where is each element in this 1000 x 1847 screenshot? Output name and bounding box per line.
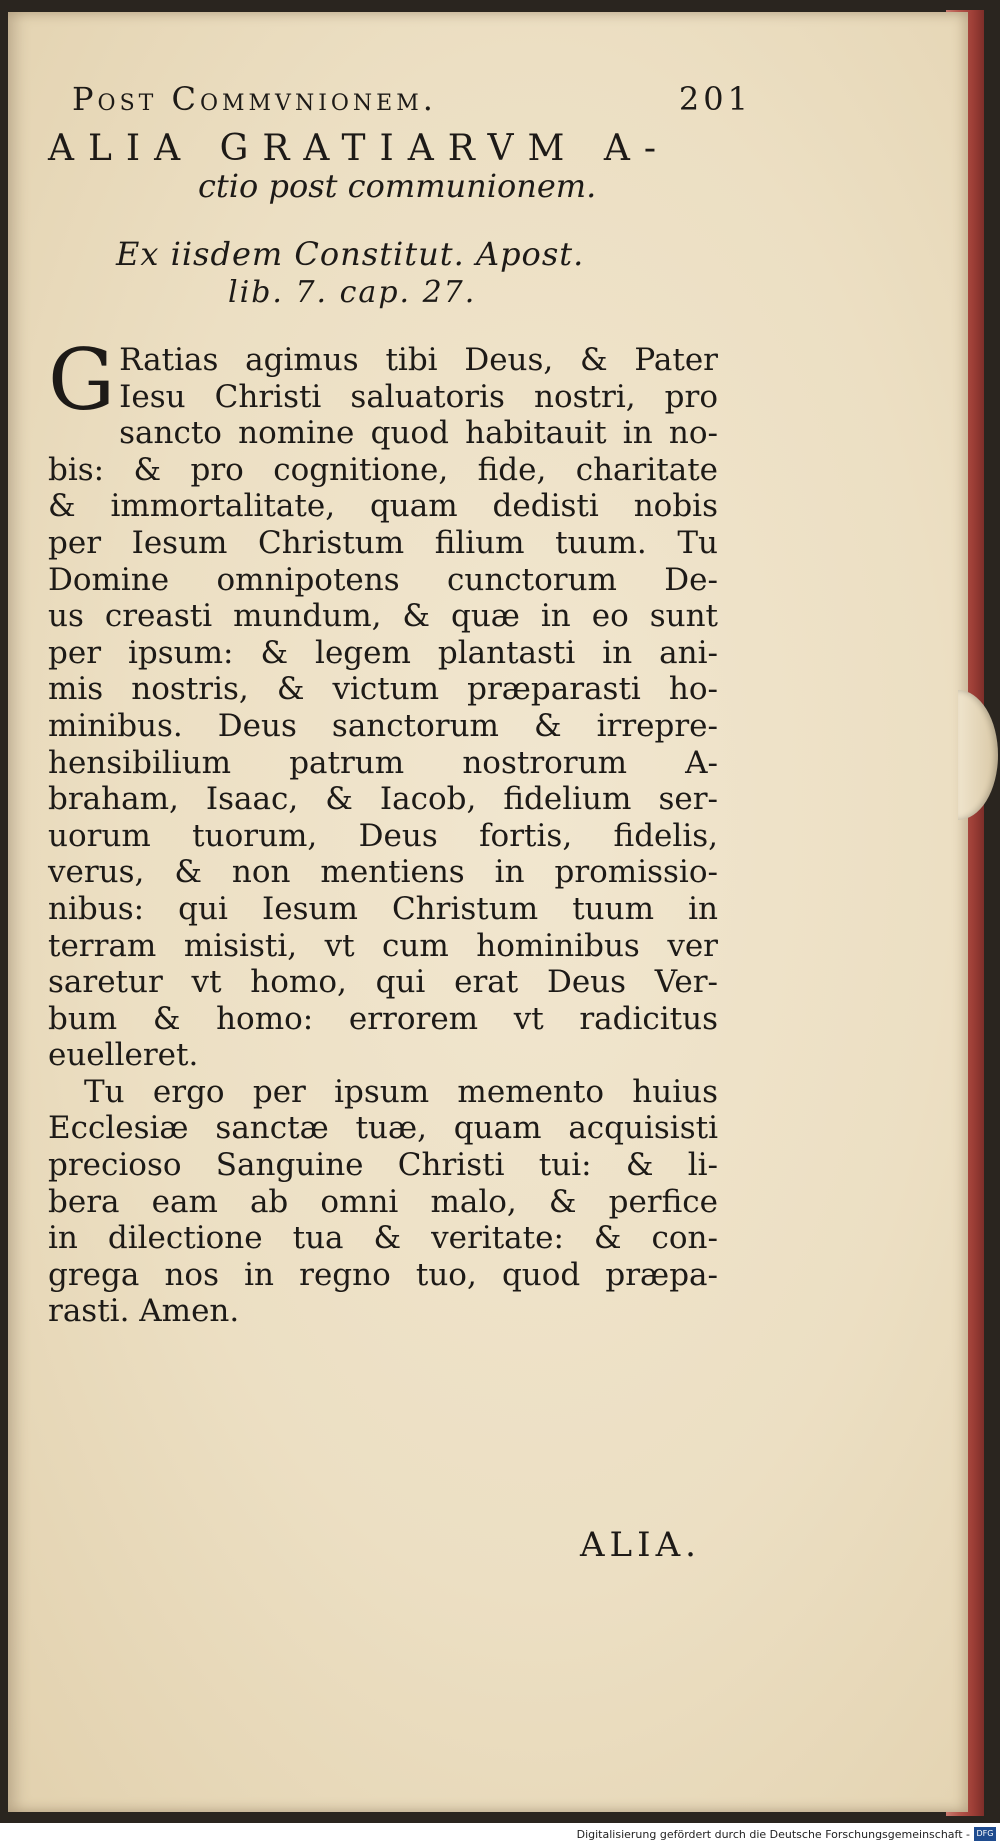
drop-cap: G	[48, 331, 116, 429]
text-line: Domine omnipotens cunctorum De-	[48, 561, 718, 598]
running-head	[72, 80, 752, 118]
source-reference: Ex iisdem Constitut. Apost.	[116, 235, 585, 273]
text-line: bum & homo: errorem vt radicitus	[48, 1000, 718, 1037]
page-number: 201	[678, 80, 752, 118]
text-line: precioso Sanguine Christi tui: & li-	[48, 1147, 718, 1184]
section-title: ALIA GRATIARVM A-	[48, 128, 670, 169]
text-line: per ipsum: & legem plantasti in ani-	[48, 634, 718, 671]
text-line: bera eam ab omni malo, & perfice	[48, 1183, 718, 1220]
text-line: terram misisti, vt cum hominibus ver	[48, 927, 718, 964]
running-head-title: Post Commvnionem.	[72, 80, 437, 118]
text-line: uorum tuorum, Deus fortis, fidelis,	[48, 817, 718, 854]
page-tab	[958, 690, 998, 820]
text-line: hensibilium patrum nostrorum A-	[48, 744, 718, 781]
section-title-continued: ctio post communionem.	[198, 167, 597, 205]
text-line: verus, & non mentiens in promissio-	[48, 854, 718, 891]
next-section-heading: ALIA.	[580, 1525, 701, 1565]
text-line: Ecclesiæ sanctæ tuæ, quam acquisisti	[48, 1110, 718, 1147]
text-line: in dilectione tua & veritate: & con-	[48, 1220, 718, 1257]
text-line: braham, Isaac, & Iacob, fidelium ser-	[48, 781, 718, 818]
text-line: per Iesum Christum filium tuum. Tu	[48, 524, 718, 561]
footer-credit: Digitalisierung gefördert durch die Deutsche Forschungsgemeinschaft -	[576, 1828, 970, 1841]
page-text	[48, 80, 752, 1330]
digitization-footer	[0, 1823, 1000, 1847]
text-line: nibus: qui Iesum Christum tuum in	[48, 890, 718, 927]
text-line: us creasti mundum, & quæ in eo sunt	[48, 598, 718, 635]
text-line: Tu ergo per ipsum memento huius	[84, 1073, 718, 1110]
source-reference-location: lib. 7. cap. 27.	[228, 275, 477, 310]
text-line: mis nostris, & victum præparasti ho-	[48, 671, 718, 708]
text-line: saretur vt homo, qui erat Deus Ver-	[48, 964, 718, 1001]
paragraph-1	[48, 331, 718, 1074]
text-line: rasti. Amen.	[48, 1293, 240, 1330]
text-line: euelleret.	[48, 1037, 199, 1074]
text-line: minibus. Deus sanctorum & irrepre-	[48, 707, 718, 744]
text-line: Ratias agimus tibi Deus, & Pater	[119, 342, 718, 378]
text-line: Iesu Christi saluatoris nostri, pro	[119, 378, 718, 415]
text-line: & immortalitate, quam dedisti nobis	[48, 488, 718, 525]
text-line: sancto nomine quod habitauit in no-	[119, 415, 718, 452]
text-line: grega nos in regno tuo, quod præpa-	[48, 1256, 718, 1293]
dfg-logo-icon: DFG	[974, 1827, 996, 1841]
text-line: bis: & pro cognitione, fide, charitate	[48, 451, 718, 488]
prayer-text	[48, 331, 718, 1330]
paragraph-2	[48, 1074, 718, 1330]
